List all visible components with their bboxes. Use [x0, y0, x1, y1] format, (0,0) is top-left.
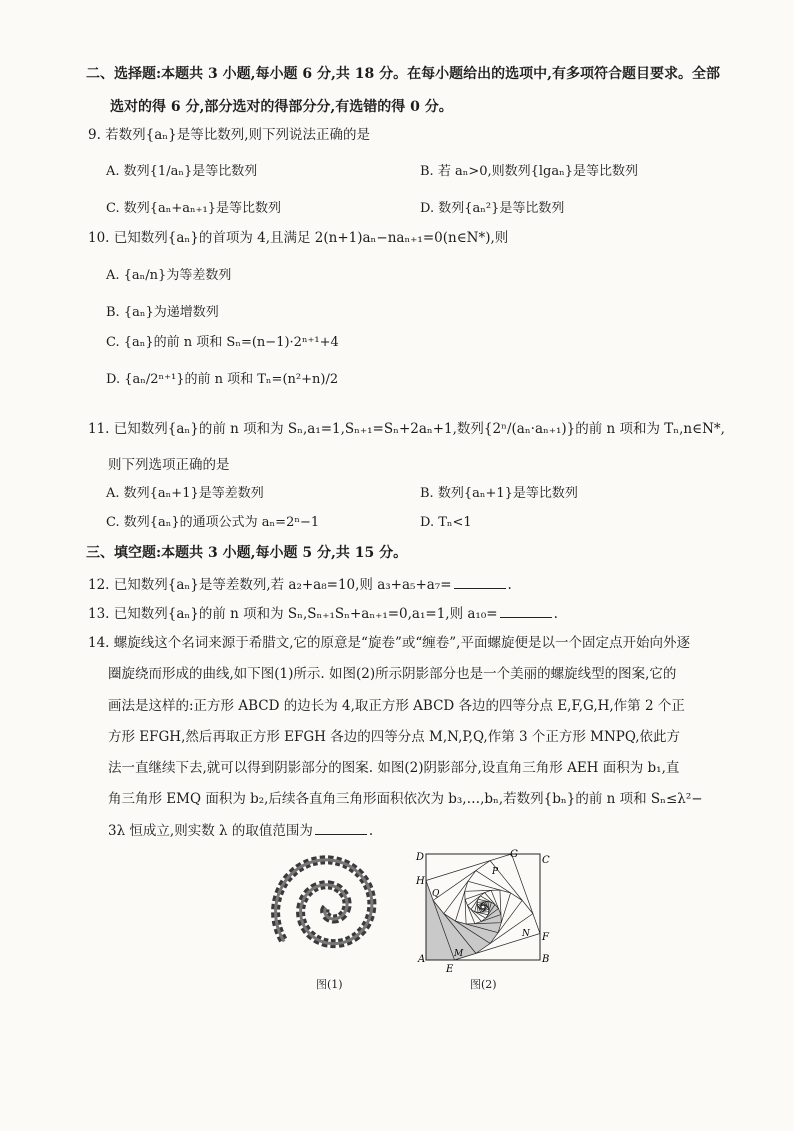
label-h: H: [416, 876, 425, 887]
q13-end: .: [553, 606, 558, 622]
q14-line-5: 法一直继续下去,就可以得到阴影部分的图案. 如图(2)阴影部分,设直角三角形 AEH 面积为 b₁,直: [108, 760, 680, 776]
q13: [88, 604, 558, 624]
q11-option-d: D. Tₙ<1: [420, 515, 472, 530]
q12-end: .: [507, 577, 512, 593]
q12-text: 12. 已知数列{aₙ}是等差数列,若 a₂+a₈=10,则 a₃+a₅+a₇=: [88, 577, 452, 593]
q9-option-b: B. 若 aₙ>0,则数列{lgaₙ}是等比数列: [420, 164, 639, 179]
q14-end: .: [368, 823, 374, 839]
q14-line-2: 圈旋绕而形成的曲线,如下图(1)所示. 如图(2)所示阴影部分也是一个美丽的螺旋线型的图案,它的: [108, 666, 677, 682]
figure-1-caption: 图(1): [316, 978, 343, 991]
q11-option-a: A. 数列{aₙ+1}是等差数列: [106, 486, 264, 501]
label-q: Q: [432, 889, 440, 899]
figure-2-squares: [412, 848, 562, 978]
q14-line-7: [108, 821, 373, 841]
q10-stem: 10. 已知数列{aₙ}的首项为 4,且满足 2(n+1)aₙ−naₙ₊₁=0(n∈N*),则: [88, 230, 509, 246]
q9-option-c: C. 数列{aₙ+aₙ₊₁}是等比数列: [106, 201, 282, 216]
q14-line-4: 方形 EFGH,然后再取正方形 EFGH 各边的四等分点 M,N,P,Q,作第 3 个正方形 MNPQ,依此方: [108, 729, 681, 745]
q11-option-c: C. 数列{aₙ}的通项公式为 aₙ=2ⁿ−1: [106, 515, 320, 530]
q10-option-c: C. {aₙ}的前 n 项和 Sₙ=(n−1)·2ⁿ⁺¹+4: [106, 335, 339, 350]
q13-answer-blank: [500, 605, 552, 618]
label-f: F: [542, 932, 549, 943]
q11-option-b: B. 数列{aₙ+1}是等比数列: [420, 486, 578, 501]
q9-option-d: D. 数列{aₙ²}是等比数列: [420, 201, 565, 216]
figure-2-caption: 图(2): [470, 978, 497, 991]
label-d: D: [416, 852, 425, 863]
q10-option-a: A. {aₙ/n}为等差数列: [106, 268, 232, 283]
section3-heading: 三、填空题:本题共 3 小题,每小题 5 分,共 15 分。: [86, 545, 408, 561]
section2-heading: 二、选择题:本题共 3 小题,每小题 6 分,共 18 分。在每小题给出的选项中,有多项符合题目要求。全部: [86, 66, 720, 82]
q14-line-6: 角三角形 EMQ 面积为 b₂,后续各直角三角形面积依次为 b₃,…,bₙ,若数列{bₙ}的前 n 项和 Sₙ≤λ²−: [108, 791, 703, 807]
label-n: N: [522, 929, 530, 939]
label-p: P: [492, 867, 499, 877]
q12: [88, 575, 512, 595]
q14-line-7-text: 3λ 恒成立,则实数 λ 的取值范围为: [108, 823, 313, 839]
q14-line-1: 14. 螺旋线这个名词来源于希腊文,它的原意是“旋卷”或“缠卷”,平面螺旋便是以一个固定点开始向外逐: [88, 635, 690, 651]
figure-1-spiral: [262, 848, 402, 978]
q9-stem: 9. 若数列{aₙ}是等比数列,则下列说法正确的是: [88, 127, 371, 143]
q9-option-a: A. 数列{1/aₙ}是等比数列: [106, 164, 258, 179]
label-e: E: [446, 964, 454, 975]
q11-stem-cont: 则下列选项正确的是: [108, 457, 230, 473]
q14-line-3: 画法是这样的:正方形 ABCD 的边长为 4,取正方形 ABCD 各边的四等分点 E,F,G,H,作第 2 个正: [108, 698, 685, 714]
section2-heading-cont: 选对的得 6 分,部分选对的得部分分,有选错的得 0 分。: [110, 99, 453, 115]
label-a: A: [418, 954, 426, 965]
label-c: C: [542, 855, 550, 866]
label-b: B: [542, 954, 550, 965]
q12-answer-blank: [454, 576, 506, 589]
q10-option-d: D. {aₙ/2ⁿ⁺¹}的前 n 项和 Tₙ=(n²+n)/2: [106, 372, 339, 387]
q10-option-b: B. {aₙ}为递增数列: [106, 305, 219, 320]
q11-stem: 11. 已知数列{aₙ}的前 n 项和为 Sₙ,a₁=1,Sₙ₊₁=Sₙ+2aₙ+1,数列{2ⁿ/(aₙ·aₙ₊₁)}的前 n 项和为 Tₙ,n∈N*,: [88, 421, 725, 437]
label-g: G: [510, 849, 518, 860]
label-m: M: [454, 949, 464, 959]
q13-text: 13. 已知数列{aₙ}的前 n 项和为 Sₙ,Sₙ₊₁Sₙ+aₙ₊₁=0,a₁=1,则 a₁₀=: [88, 606, 498, 622]
q14-answer-blank: [315, 822, 367, 835]
